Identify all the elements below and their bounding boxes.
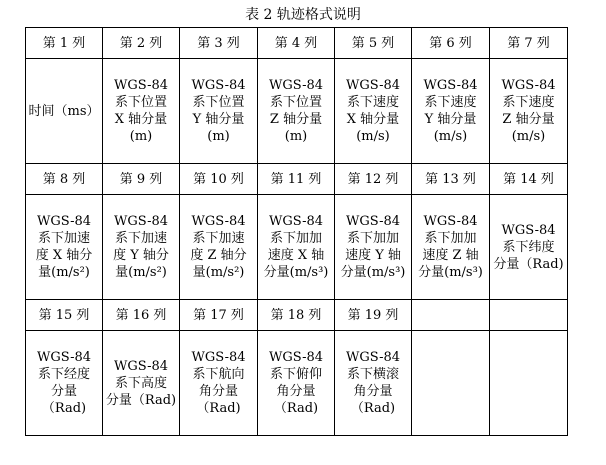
description-text: WGS-84 系下横滚 角分量 （Rad) xyxy=(345,350,401,416)
description-text: WGS-84 系下加加 速度 Y 轴 分量(m/s³) xyxy=(340,214,406,280)
column-header: 第 10 列 xyxy=(180,164,258,195)
column-header: 第 17 列 xyxy=(180,300,258,331)
description-text: WGS-84 系下加加 速度 X 轴 分量(m/s³) xyxy=(263,214,329,280)
column-description xyxy=(103,59,180,164)
column-description xyxy=(490,59,568,164)
empty-cell xyxy=(412,300,490,331)
description-text: WGS-84 系下加速 度 X 轴分 量(m/s²) xyxy=(35,214,93,280)
empty-cell xyxy=(490,331,568,436)
description-text: WGS-84 系下速度 X 轴分量 (m/s) xyxy=(345,78,401,144)
column-header: 第 3 列 xyxy=(180,28,258,59)
column-description xyxy=(258,331,335,436)
column-header: 第 8 列 xyxy=(26,164,103,195)
column-header: 第 7 列 xyxy=(490,28,568,59)
description-text: WGS-84 系下速度 Z 轴分量 (m/s) xyxy=(501,78,556,144)
column-description xyxy=(180,195,258,300)
description-row-1 xyxy=(26,59,568,164)
header-row-1 xyxy=(26,28,568,59)
column-header: 第 12 列 xyxy=(335,164,412,195)
track-format-table xyxy=(25,27,568,436)
description-text: WGS-84 系下加速 度 Y 轴分 量(m/s²) xyxy=(113,214,169,280)
table-caption: 表 2 轨迹格式说明 xyxy=(245,7,361,23)
description-text: 时间（ms） xyxy=(28,103,100,119)
description-text: WGS-84 系下位置 Y 轴分量 (m) xyxy=(191,78,246,144)
column-header: 第 13 列 xyxy=(412,164,490,195)
column-description xyxy=(26,59,103,164)
column-header: 第 2 列 xyxy=(103,28,180,59)
description-text: WGS-84 系下位置 X 轴分量 (m) xyxy=(113,78,169,144)
column-description xyxy=(490,195,568,300)
column-description xyxy=(335,59,412,164)
column-description xyxy=(103,195,180,300)
header-row-2 xyxy=(26,164,568,195)
column-header: 第 5 列 xyxy=(335,28,412,59)
column-description xyxy=(103,331,180,436)
column-description xyxy=(258,59,335,164)
column-description xyxy=(335,331,412,436)
description-text: WGS-84 系下加速 度 Z 轴分 量(m/s²) xyxy=(190,214,247,280)
description-text: WGS-84 系下位置 Z 轴分量 (m) xyxy=(268,78,324,144)
description-text: WGS-84 系下高度 分量（Rad) xyxy=(105,358,177,408)
header-row-3 xyxy=(26,300,568,331)
column-description xyxy=(180,59,258,164)
column-header: 第 4 列 xyxy=(258,28,335,59)
column-description xyxy=(258,195,335,300)
column-description xyxy=(412,195,490,300)
column-description xyxy=(26,195,103,300)
description-row-2 xyxy=(26,195,568,300)
description-text: WGS-84 系下纬度 分量（Rad) xyxy=(493,222,564,272)
column-header: 第 11 列 xyxy=(258,164,335,195)
column-header: 第 6 列 xyxy=(412,28,490,59)
column-description xyxy=(180,331,258,436)
empty-cell xyxy=(490,300,568,331)
column-header: 第 19 列 xyxy=(335,300,412,331)
column-header: 第 9 列 xyxy=(103,164,180,195)
description-text: WGS-84 系下俯仰 角分量 （Rad) xyxy=(268,350,324,416)
column-header: 第 1 列 xyxy=(26,28,103,59)
description-text: WGS-84 系下速度 Y 轴分量 (m/s) xyxy=(423,78,478,144)
column-header: 第 14 列 xyxy=(490,164,568,195)
column-header: 第 16 列 xyxy=(103,300,180,331)
description-text: WGS-84 系下加加 速度 Z 轴 分量(m/s³) xyxy=(418,214,483,280)
description-text: WGS-84 系下经度 分量 （Rad) xyxy=(36,350,92,416)
description-row-3 xyxy=(26,331,568,436)
column-header: 第 15 列 xyxy=(26,300,103,331)
empty-cell xyxy=(412,331,490,436)
description-text: WGS-84 系下航向 角分量 （Rad) xyxy=(191,350,246,416)
column-header: 第 18 列 xyxy=(258,300,335,331)
column-description xyxy=(26,331,103,436)
column-description xyxy=(335,195,412,300)
column-description xyxy=(412,59,490,164)
